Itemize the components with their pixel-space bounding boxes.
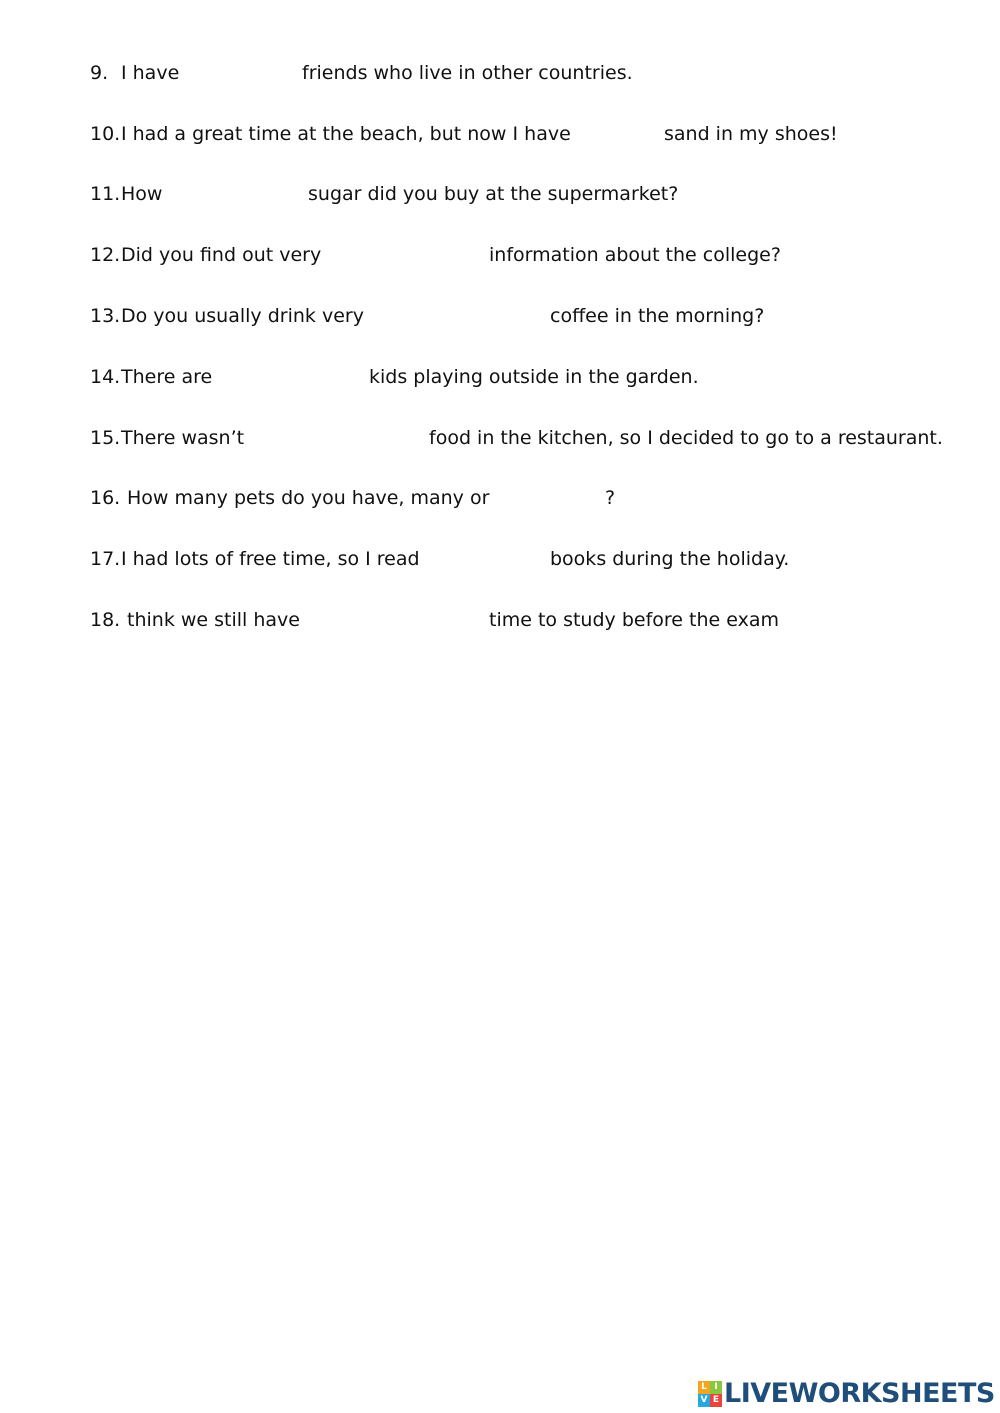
answer-input-17[interactable] xyxy=(412,548,552,572)
question-text-before: I had lots of free time, so I read xyxy=(121,548,420,570)
question-text-after: sugar did you buy at the supermarket? xyxy=(308,183,679,205)
question-text-after: information about the college? xyxy=(489,244,781,266)
logo-text: LIVEWORKSHEETS xyxy=(724,1378,995,1409)
question-text-before: I have xyxy=(121,62,180,84)
question-text-after: friends who live in other countries. xyxy=(302,62,633,84)
answer-input-9[interactable] xyxy=(182,62,304,86)
question-number: 18. xyxy=(90,609,121,631)
question-text-before: I had a great time at the beach, but now I have xyxy=(121,123,571,145)
question-text-before: Do you usually drink very xyxy=(121,305,364,327)
question-text-after: time to study before the exam xyxy=(489,609,779,631)
question-number: 11. xyxy=(90,183,121,205)
question-text-before: There are xyxy=(121,366,213,388)
question-number: 16. xyxy=(90,487,121,509)
question-text-before: Did you find out very xyxy=(121,244,322,266)
answer-input-18[interactable] xyxy=(292,609,491,633)
question-text-after: kids playing outside in the garden. xyxy=(369,366,699,388)
question-number: 14. xyxy=(90,366,121,388)
question-text-before: There wasn’t xyxy=(121,427,245,449)
question-text-before: think we still have xyxy=(127,609,300,631)
question-text-after: coffee in the morning? xyxy=(550,305,765,327)
answer-input-15[interactable] xyxy=(240,427,431,451)
question-number: 10. xyxy=(90,123,121,145)
question-text-before: How xyxy=(121,183,163,205)
logo-mark-letter: L xyxy=(698,1381,710,1394)
question-text-after: food in the kitchen, so I decided to go to a restaurant. xyxy=(429,427,943,449)
question-text-before: How many pets do you have, many or xyxy=(127,487,490,509)
answer-input-13[interactable] xyxy=(351,305,552,329)
answer-input-14[interactable] xyxy=(212,366,371,390)
answer-input-11[interactable] xyxy=(165,183,310,207)
question-number: 9. xyxy=(90,62,109,84)
answer-input-12[interactable] xyxy=(312,244,491,268)
answer-input-16[interactable] xyxy=(471,487,607,511)
question-text-after: ? xyxy=(605,487,616,509)
question-text-after: books during the holiday. xyxy=(550,548,790,570)
question-number: 15. xyxy=(90,427,121,449)
question-number: 17. xyxy=(90,548,121,570)
question-number: 13. xyxy=(90,305,121,327)
question-text-after: sand in my shoes! xyxy=(664,123,838,145)
question-number: 12. xyxy=(90,244,121,266)
answer-input-10[interactable] xyxy=(552,123,666,147)
logo-mark-letter: I xyxy=(710,1381,722,1394)
liveworksheets-logo[interactable] xyxy=(698,1379,995,1409)
logo-mark-letter: V xyxy=(698,1394,710,1407)
logo-mark-letter: E xyxy=(710,1394,722,1407)
liveworksheets-logo-icon xyxy=(698,1381,722,1407)
